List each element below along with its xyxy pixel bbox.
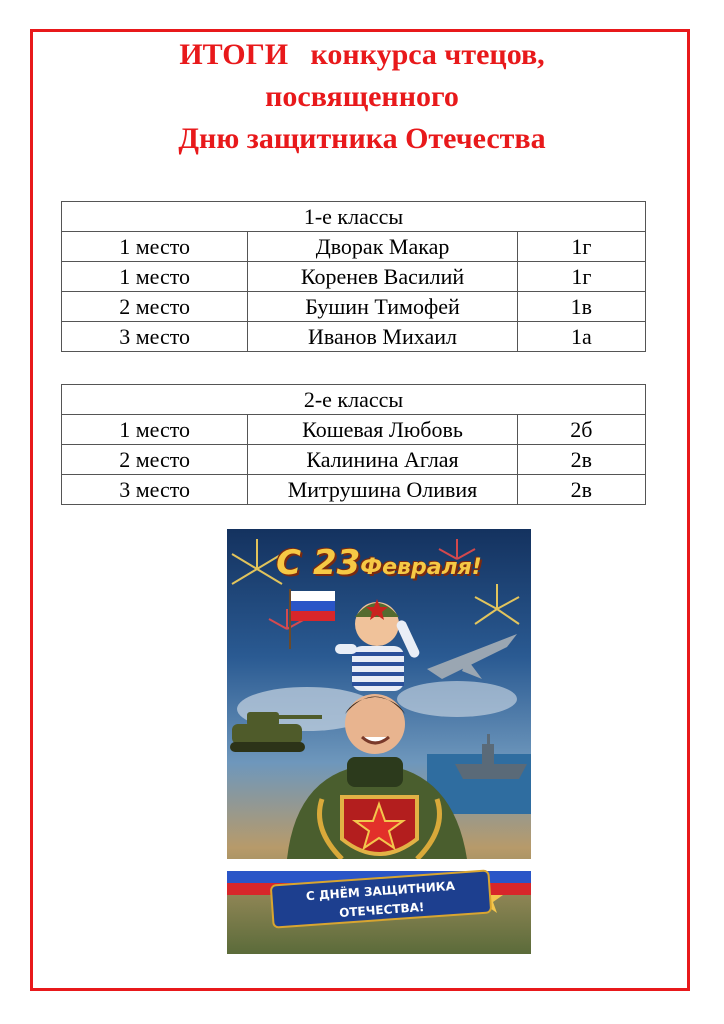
banner-line-1: С ДНЁМ ЗАЩИТНИКА [305, 878, 456, 904]
class-cell: 2б [517, 415, 645, 445]
jet-icon [427, 634, 517, 679]
group-heading: 1-е классы [62, 202, 646, 232]
results-table-grade-1 [61, 201, 646, 352]
student-name-cell: Митрушина Оливия [248, 475, 517, 505]
table-row [62, 292, 646, 322]
student-name-cell: Кошевая Любовь [248, 415, 517, 445]
russian-flag-icon [289, 589, 335, 649]
child-figure [335, 599, 421, 691]
table-header-row [62, 202, 646, 232]
poster-title-month: Февраля! [360, 555, 482, 580]
table-row [62, 475, 646, 505]
place-cell: 2 место [62, 292, 248, 322]
student-name-cell: Иванов Михаил [248, 322, 517, 352]
page-title [0, 34, 724, 160]
class-cell: 2в [517, 445, 645, 475]
poster-title [227, 543, 531, 583]
student-name-cell: Калинина Аглая [248, 445, 517, 475]
place-cell: 1 место [62, 232, 248, 262]
table-row [62, 322, 646, 352]
results-table-grade-2 [61, 384, 646, 505]
class-cell: 2в [517, 475, 645, 505]
place-cell: 1 место [62, 262, 248, 292]
group-heading: 2-е классы [62, 385, 646, 415]
poster-title-number: С 23 [276, 543, 361, 583]
class-cell: 1а [517, 322, 645, 352]
title-line-1: ИТОГИ конкурса чтецов, [179, 38, 545, 71]
table-row [62, 232, 646, 262]
class-cell: 1г [517, 232, 645, 262]
student-name-cell: Дворак Макар [248, 232, 517, 262]
title-line-3: Дню защитника Отечества [178, 122, 546, 155]
table-row [62, 415, 646, 445]
banner-line-2: ОТЕЧЕСТВА! [338, 900, 425, 920]
class-cell: 1в [517, 292, 645, 322]
table-header-row [62, 385, 646, 415]
table-row [62, 445, 646, 475]
place-cell: 3 место [62, 475, 248, 505]
student-name-cell: Бушин Тимофей [248, 292, 517, 322]
student-name-cell: Коренев Василий [248, 262, 517, 292]
place-cell: 3 место [62, 322, 248, 352]
place-cell: 2 место [62, 445, 248, 475]
holiday-poster-image [227, 529, 531, 954]
table-row [62, 262, 646, 292]
class-cell: 1г [517, 262, 645, 292]
place-cell: 1 место [62, 415, 248, 445]
title-line-2: посвященного [265, 80, 459, 113]
